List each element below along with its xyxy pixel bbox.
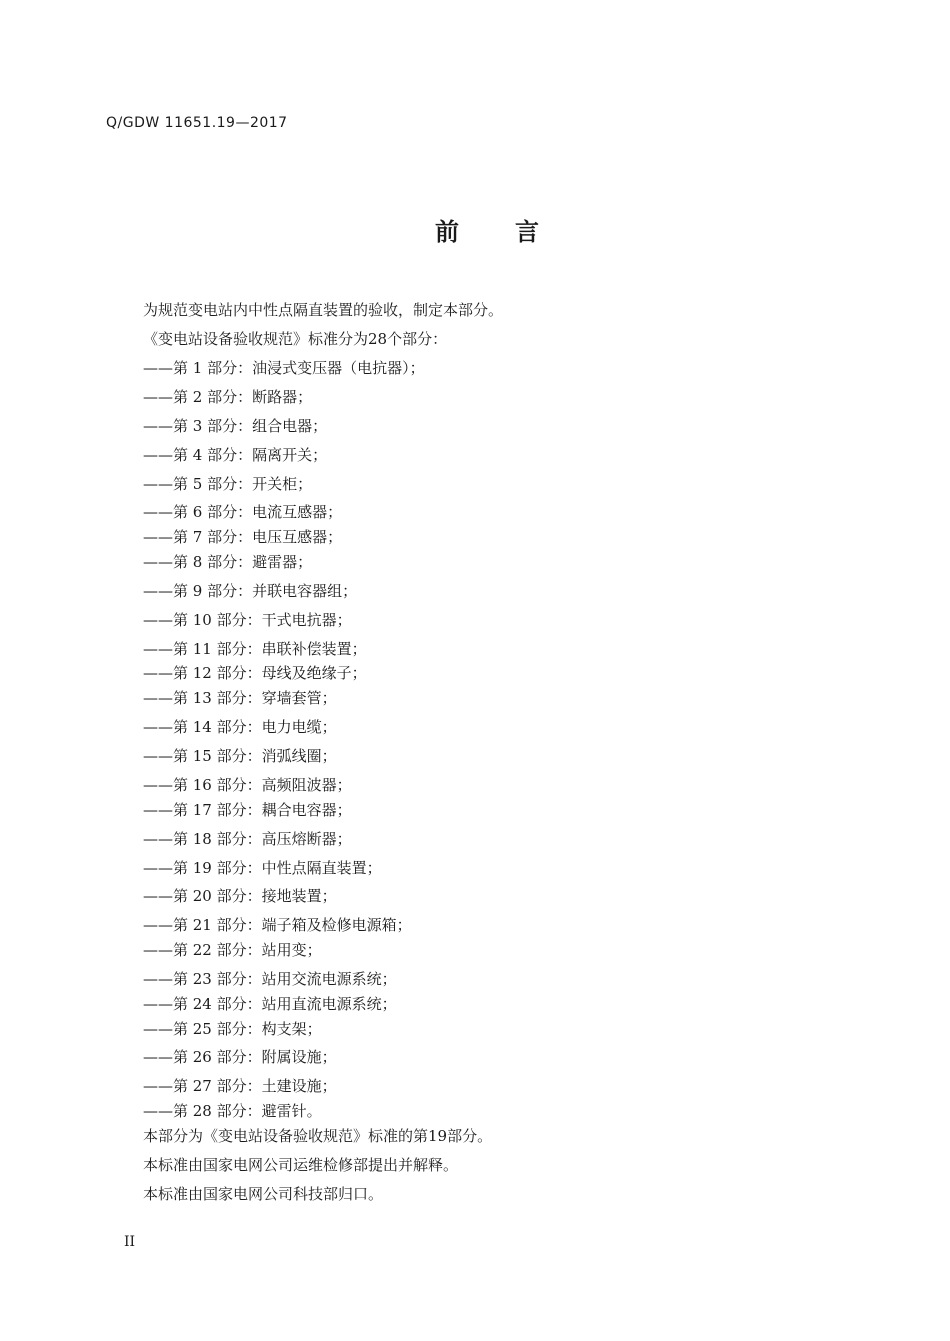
parts-list-item: ——第 5 部分：开关柜；: [143, 475, 313, 493]
parts-list-item: ——第 15 部分：消弧线圈；: [143, 747, 337, 765]
this-part-paragraph: 本部分为《变电站设备验收规范》标准的第19部分。: [143, 1127, 493, 1145]
parts-list-item: ——第 6 部分：电流互感器；: [143, 503, 343, 521]
parts-list-item: ——第 4 部分：隔离开关；: [143, 446, 328, 464]
section-title-char-2: 言: [515, 218, 539, 246]
parts-list-item: ——第 26 部分：附属设施；: [143, 1048, 337, 1066]
intro-paragraph: 为规范变电站内中性点隔直装置的验收，制定本部分。: [143, 301, 504, 319]
parts-list-item: ——第 12 部分：母线及绝缘子；: [143, 664, 367, 682]
parts-list-item: ——第 28 部分：避雷针。: [143, 1102, 322, 1120]
page-number: II: [124, 1234, 136, 1250]
parts-list-item: ——第 25 部分：构支架；: [143, 1020, 322, 1038]
section-title-char-1: 前: [435, 218, 459, 246]
parts-list-item: ——第 14 部分：电力电缆；: [143, 718, 337, 736]
section-title: [435, 212, 539, 247]
parts-list-item: ——第 1 部分：油浸式变压器（电抗器）；: [143, 359, 425, 377]
parts-list-item: ——第 17 部分：耦合电容器；: [143, 801, 352, 819]
parts-list-item: ——第 10 部分：干式电抗器；: [143, 611, 352, 629]
parts-list-item: ——第 2 部分：断路器；: [143, 388, 313, 406]
parts-list-item: ——第 16 部分：高频阻波器；: [143, 776, 352, 794]
document-code: Q/GDW 11651.19—2017: [106, 115, 288, 131]
parts-list-item: ——第 23 部分：站用交流电源系统；: [143, 970, 397, 988]
parts-list-item: ——第 11 部分：串联补偿装置；: [143, 640, 367, 658]
parts-list-item: ——第 27 部分：土建设施；: [143, 1077, 337, 1095]
parts-list-item: ——第 7 部分：电压互感器；: [143, 528, 343, 546]
parts-list-item: ——第 18 部分：高压熔断器；: [143, 830, 352, 848]
parts-list-item: ——第 24 部分：站用直流电源系统；: [143, 995, 397, 1013]
parts-list-item: ——第 20 部分：接地装置；: [143, 887, 337, 905]
parts-list-item: ——第 21 部分：端子箱及检修电源箱；: [143, 916, 412, 934]
standard-parts-paragraph: 《变电站设备验收规范》标准分为28个部分：: [143, 330, 448, 348]
owner-paragraph: 本标准由国家电网公司科技部归口。: [143, 1185, 384, 1203]
parts-list-item: ——第 3 部分：组合电器；: [143, 417, 328, 435]
parts-list-item: ——第 8 部分：避雷器；: [143, 553, 313, 571]
parts-list-item: ——第 22 部分：站用变；: [143, 941, 322, 959]
parts-list-item: ——第 13 部分：穿墙套管；: [143, 689, 337, 707]
proposer-paragraph: 本标准由国家电网公司运维检修部提出并解释。: [143, 1156, 459, 1174]
parts-list-item: ——第 9 部分：并联电容器组；: [143, 582, 358, 600]
parts-list-item: ——第 19 部分：中性点隔直装置；: [143, 859, 382, 877]
